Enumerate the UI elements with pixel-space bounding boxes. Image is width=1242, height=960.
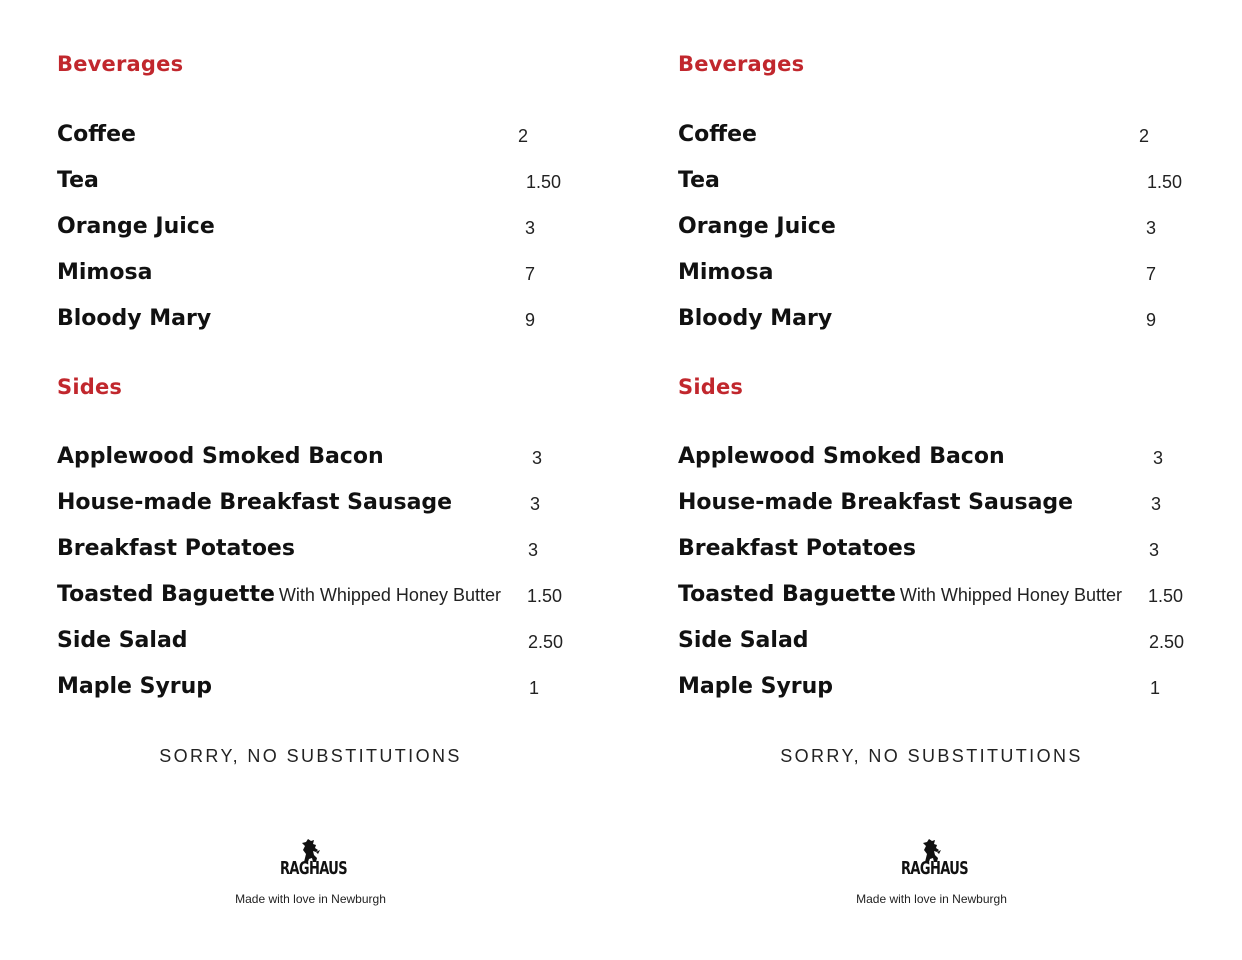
raghaus-logo bbox=[901, 838, 969, 886]
menu-item bbox=[678, 306, 1198, 336]
menu-item bbox=[678, 490, 1198, 520]
logo-wordmark: RAGHAUS bbox=[280, 859, 348, 880]
menu-item bbox=[57, 444, 577, 474]
item-name: Maple Syrup bbox=[678, 674, 834, 699]
menu-item bbox=[57, 260, 577, 290]
menu-item bbox=[57, 490, 577, 520]
item-name: Orange Juice bbox=[57, 214, 215, 239]
item-price: 7 bbox=[1146, 264, 1157, 284]
item-name-text: Toasted Baguette bbox=[57, 582, 275, 607]
tagline: Made with love in Newburgh bbox=[235, 892, 386, 906]
item-price: 2 bbox=[518, 126, 529, 146]
item-name: Orange Juice bbox=[678, 214, 836, 239]
item-note: With Whipped Honey Butter bbox=[899, 585, 1122, 605]
item-name: House-made Breakfast Sausage bbox=[57, 490, 453, 515]
menu-item bbox=[678, 168, 1198, 198]
item-price: 2 bbox=[1139, 126, 1150, 146]
item-name: Tea bbox=[678, 168, 720, 193]
item-name: Mimosa bbox=[57, 260, 153, 285]
menu-item bbox=[57, 306, 577, 336]
item-name: Mimosa bbox=[678, 260, 774, 285]
item-price: 1 bbox=[529, 678, 540, 698]
item-price: 1.50 bbox=[526, 172, 562, 192]
item-price: 9 bbox=[1146, 310, 1157, 330]
menu-item bbox=[57, 582, 577, 612]
menu-page-right bbox=[621, 0, 1242, 960]
menu-item bbox=[678, 628, 1198, 658]
item-price: 3 bbox=[530, 494, 541, 514]
item-price: 3 bbox=[1146, 218, 1157, 238]
menu-item bbox=[57, 168, 577, 198]
menu-item bbox=[57, 536, 577, 566]
item-price: 3 bbox=[528, 540, 539, 560]
menu-item bbox=[678, 260, 1198, 290]
item-price: 3 bbox=[1153, 448, 1164, 468]
beverages-heading: Beverages bbox=[57, 52, 184, 76]
item-name: Bloody Mary bbox=[678, 306, 833, 331]
item-name-text: Toasted Baguette bbox=[678, 582, 896, 607]
menu-item bbox=[678, 536, 1198, 566]
item-name bbox=[678, 582, 1122, 607]
item-price: 1 bbox=[1150, 678, 1161, 698]
menu-item bbox=[57, 214, 577, 244]
menu-item bbox=[57, 628, 577, 658]
menu-item bbox=[57, 674, 577, 704]
item-name: Breakfast Potatoes bbox=[57, 536, 295, 561]
menu-item bbox=[678, 444, 1198, 474]
tagline: Made with love in Newburgh bbox=[856, 892, 1007, 906]
item-name: Bloody Mary bbox=[57, 306, 212, 331]
item-name: Applewood Smoked Bacon bbox=[57, 444, 384, 469]
menu-item bbox=[678, 582, 1198, 612]
item-price: 9 bbox=[525, 310, 536, 330]
menu-item bbox=[678, 122, 1198, 152]
item-name: Applewood Smoked Bacon bbox=[678, 444, 1005, 469]
item-price: 3 bbox=[1151, 494, 1162, 514]
item-price: 1.50 bbox=[1147, 172, 1183, 192]
logo-wordmark: RAGHAUS bbox=[901, 859, 969, 880]
raghaus-logo bbox=[280, 838, 348, 886]
item-name: Side Salad bbox=[57, 628, 188, 653]
item-name: Breakfast Potatoes bbox=[678, 536, 916, 561]
sides-heading: Sides bbox=[678, 375, 744, 399]
item-note: With Whipped Honey Butter bbox=[278, 585, 501, 605]
item-price: 3 bbox=[532, 448, 543, 468]
sides-heading: Sides bbox=[57, 375, 123, 399]
no-substitutions-notice: SORRY, NO SUBSTITUTIONS bbox=[159, 746, 462, 766]
menu-item bbox=[678, 674, 1198, 704]
menu-item bbox=[678, 214, 1198, 244]
item-name: Coffee bbox=[57, 122, 136, 147]
item-price: 2.50 bbox=[1149, 632, 1185, 652]
item-name: Tea bbox=[57, 168, 99, 193]
item-name: Side Salad bbox=[678, 628, 809, 653]
item-name: Coffee bbox=[678, 122, 757, 147]
item-name: House-made Breakfast Sausage bbox=[678, 490, 1074, 515]
item-price: 1.50 bbox=[1148, 586, 1184, 606]
item-price: 1.50 bbox=[527, 586, 563, 606]
item-price: 3 bbox=[1149, 540, 1160, 560]
item-price: 7 bbox=[525, 264, 536, 284]
beverages-heading: Beverages bbox=[678, 52, 805, 76]
item-price: 3 bbox=[525, 218, 536, 238]
item-name bbox=[57, 582, 501, 607]
no-substitutions-notice: SORRY, NO SUBSTITUTIONS bbox=[780, 746, 1083, 766]
item-name: Maple Syrup bbox=[57, 674, 213, 699]
item-price: 2.50 bbox=[528, 632, 564, 652]
menu-item bbox=[57, 122, 577, 152]
